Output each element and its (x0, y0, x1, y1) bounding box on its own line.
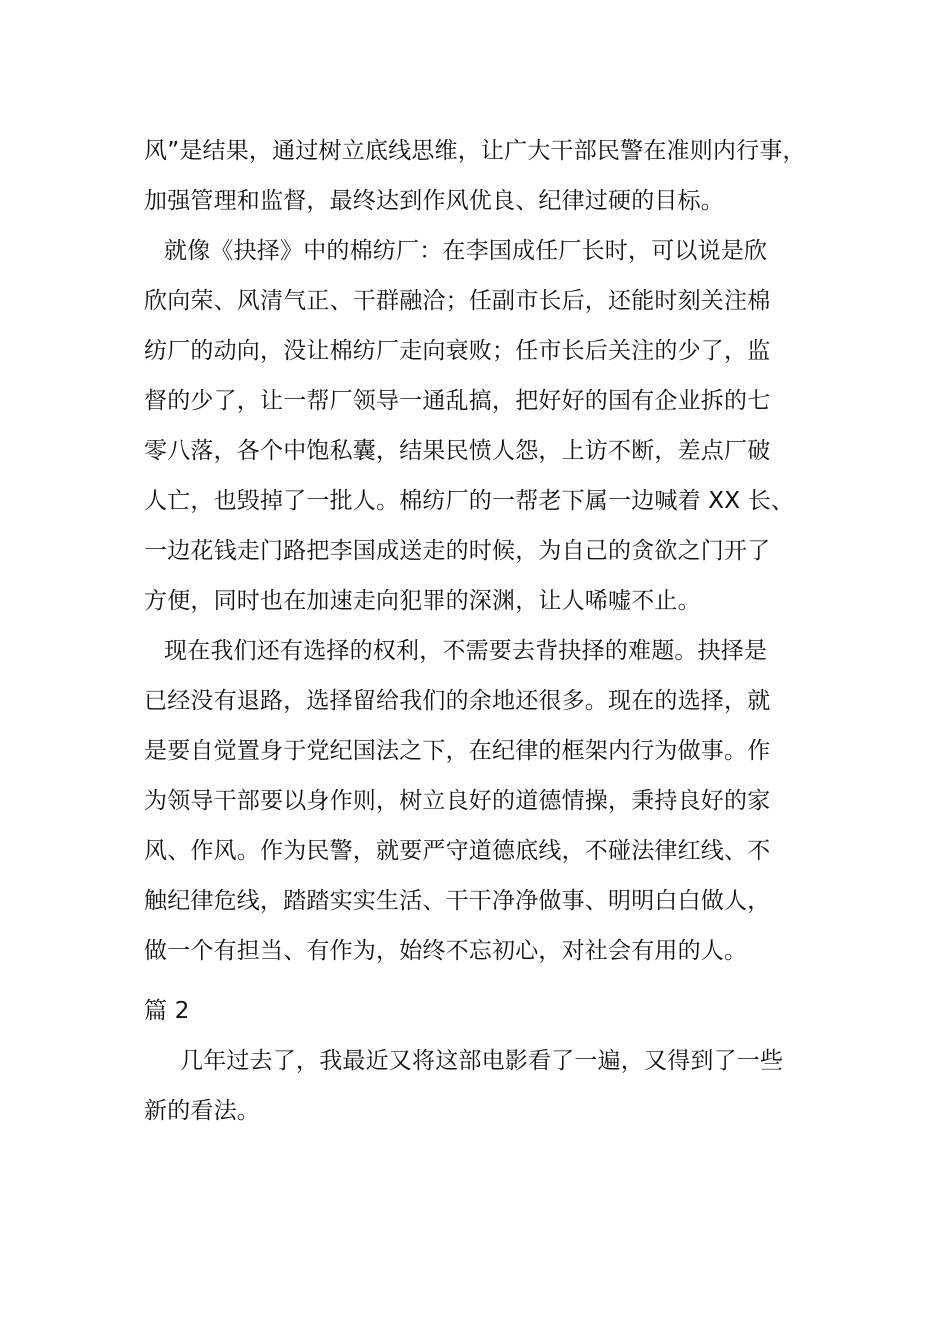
text-line: 纺厂的动向，没让棉纺厂走向衰败；任市长后关注的少了，监 (144, 338, 771, 364)
paragraph-2 (144, 226, 806, 626)
text-line: 触纪律危线，踏踏实实生活、干干净净做事、明明白白做人， (144, 888, 771, 914)
text-line: 就像《抉择》中的棉纺厂：在李国成任厂长时，可以说是欣 (164, 238, 768, 264)
text-line: 加强管理和监督，最终达到作风优良、纪律过硬的目标。 (144, 188, 724, 214)
document-page (144, 126, 806, 1136)
text-line: 风”是结果，通过树立底线思维，让广大干部民警在准则内行事， (144, 138, 806, 164)
paragraph-1 (144, 126, 806, 226)
paragraph-3 (144, 626, 806, 976)
text-line: 督的少了，让一帮厂领导一通乱搞，把好好的国有企业拆的七 (144, 388, 771, 414)
text-line: 为领导干部要以身作则，树立良好的道德情操，秉持良好的家 (144, 788, 771, 814)
text-line: 一边花钱走门路把李国成送走的时候，为自己的贪欲之门开了 (144, 538, 771, 564)
paragraph-4 (144, 1036, 806, 1136)
text-line: 现在我们还有选择的权利，不需要去背抉择的难题。抉择是 (164, 638, 768, 664)
text-line: 人亡，也毁掉了一批人。棉纺厂的一帮老下属一边喊着 XX 长、 (144, 488, 795, 514)
text-line: 欣向荣、风清气正、干群融洽；任副市长后，还能时刻关注棉 (144, 288, 771, 314)
text-line: 风、作风。作为民警，就要严守道德底线，不碰法律红线、不 (144, 838, 771, 864)
section-heading: 篇 2 (144, 998, 190, 1024)
text-line: 零八落，各个中饱私囊，结果民愤人怨，上访不断，差点厂破 (144, 438, 771, 464)
text-line: 做一个有担当、有作为，始终不忘初心，对社会有用的人。 (144, 938, 748, 964)
text-line: 是要自觉置身于党纪国法之下，在纪律的框架内行为做事。作 (144, 738, 771, 764)
text-line: 几年过去了，我最近又将这部电影看了一遍，又得到了一些 (180, 1048, 784, 1074)
text-line: 已经没有退路，选择留给我们的余地还很多。现在的选择，就 (144, 688, 771, 714)
text-line: 方便，同时也在加速走向犯罪的深渊，让人唏嘘不止。 (144, 588, 701, 614)
text-line: 新的看法。 (144, 1098, 260, 1124)
